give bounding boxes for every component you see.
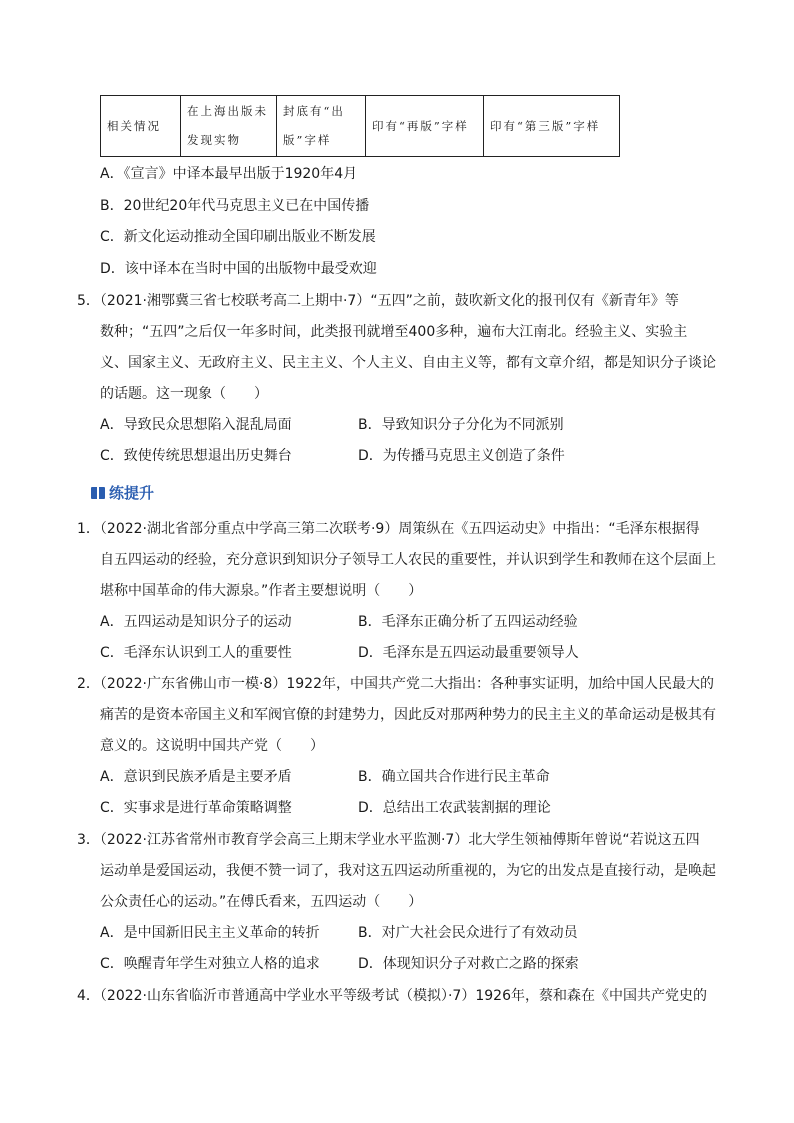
option-b: B．对广大社会民众进行了有效动员 bbox=[358, 925, 578, 941]
option-d: D．该中译本在当时中国的出版物中最受欢迎 bbox=[100, 261, 377, 277]
table-cell: 印有“再版”字样 bbox=[366, 96, 484, 157]
book-icon bbox=[91, 487, 105, 499]
option-a: A．五四运动是知识分子的运动 bbox=[100, 614, 292, 630]
option-b: B．毛泽东正确分析了五四运动经验 bbox=[358, 614, 578, 630]
publication-table bbox=[100, 95, 620, 157]
table-cell: 封底有“出版”字样 bbox=[277, 96, 366, 157]
table-cell: 在上海出版未发现实物 bbox=[181, 96, 277, 157]
option-d: D．为传播马克思主义创造了条件 bbox=[358, 448, 565, 464]
question-5-stem: 5．（2021·湘鄂冀三省七校联考高二上期中·7）“五四”之前，鼓吹新文化的报刊仅有《新青年》等 bbox=[77, 293, 679, 309]
option-c: C．毛泽东认识到工人的重要性 bbox=[100, 645, 292, 661]
option-b: B．导致知识分子分化为不同派别 bbox=[358, 417, 564, 433]
question-2-stem: 痛苦的是资本帝国主义和军阀官僚的封建势力，因此反对那两种势力的民主主义的革命运动是极其有 bbox=[100, 707, 716, 723]
option-c: C．致使传统思想退出历史舞台 bbox=[100, 448, 292, 464]
question-2-stem: 意义的。这说明中国共产党（ ） bbox=[100, 738, 324, 754]
table-row bbox=[101, 96, 620, 157]
option-c: C．新文化运动推动全国印刷出版业不断发展 bbox=[100, 229, 376, 245]
question-1-stem: 自五四运动的经验，充分意识到知识分子领导工人农民的重要性，并认识到学生和教师在这个层面上 bbox=[100, 552, 716, 568]
option-a: A．意识到民族矛盾是主要矛盾 bbox=[100, 769, 292, 785]
option-d: D．体现知识分子对救亡之路的探索 bbox=[358, 956, 579, 972]
option-c: C．唤醒青年学生对独立人格的追求 bbox=[100, 956, 320, 972]
question-1-stem: 堪称中国革命的伟大源泉。”作者主要想说明（ ） bbox=[100, 583, 423, 599]
option-d: D．总结出工农武装割据的理论 bbox=[358, 800, 551, 816]
table-cell-label: 相关情况 bbox=[101, 96, 181, 157]
section-header bbox=[91, 482, 154, 503]
option-b: B．确立国共合作进行民主革命 bbox=[358, 769, 550, 785]
option-b: B．20世纪20年代马克思主义已在中国传播 bbox=[100, 198, 370, 214]
option-a: A．导致民众思想陷入混乱局面 bbox=[100, 417, 292, 433]
question-2-stem: 2．（2022·广东省佛山市一模·8）1922年，中国共产党二大指出：各种事实证明，加给中国人民最大的 bbox=[77, 676, 714, 692]
table-cell: 印有“第三版”字样 bbox=[484, 96, 620, 157]
question-1-stem: 1．（2022·湖北省部分重点中学高三第二次联考·9）周策纵在《五四运动史》中指出：“毛泽东根据得 bbox=[77, 521, 700, 537]
question-4-stem: 4．（2022·山东省临沂市普通高中学业水平等级考试（模拟）·7）1926年，蔡和森在《中国共产党史的 bbox=[77, 988, 707, 1004]
question-5-stem: 义、国家主义、无政府主义、民主主义、个人主义、自由主义等，都有文章介绍，都是知识分子谈论 bbox=[100, 355, 716, 371]
section-title: 练提升 bbox=[109, 484, 155, 502]
option-c: C．实事求是进行革命策略调整 bbox=[100, 800, 292, 816]
question-5-stem: 数种；“五四”之后仅一年多时间，此类报刊就增至400多种，遍布大江南北。经验主义、实验主 bbox=[100, 324, 688, 340]
option-a: A．《宣言》中译本最早出版于1920年4月 bbox=[100, 166, 358, 182]
question-3-stem: 3．（2022·江苏省常州市教育学会高三上期末学业水平监测·7）北大学生领袖傅斯年曾说“若说这五四 bbox=[77, 832, 700, 848]
option-a: A．是中国新旧民主主义革命的转折 bbox=[100, 925, 320, 941]
question-3-stem: 公众责任心的运动。”在傅氏看来，五四运动（ ） bbox=[100, 894, 423, 910]
question-5-stem: 的话题。这一现象（ ） bbox=[100, 386, 268, 402]
option-d: D．毛泽东是五四运动最重要领导人 bbox=[358, 645, 579, 661]
question-3-stem: 运动单是爱国运动，我便不赞一词了，我对这五四运动所重视的，为它的出发点是直接行动，是唤起 bbox=[100, 863, 716, 879]
